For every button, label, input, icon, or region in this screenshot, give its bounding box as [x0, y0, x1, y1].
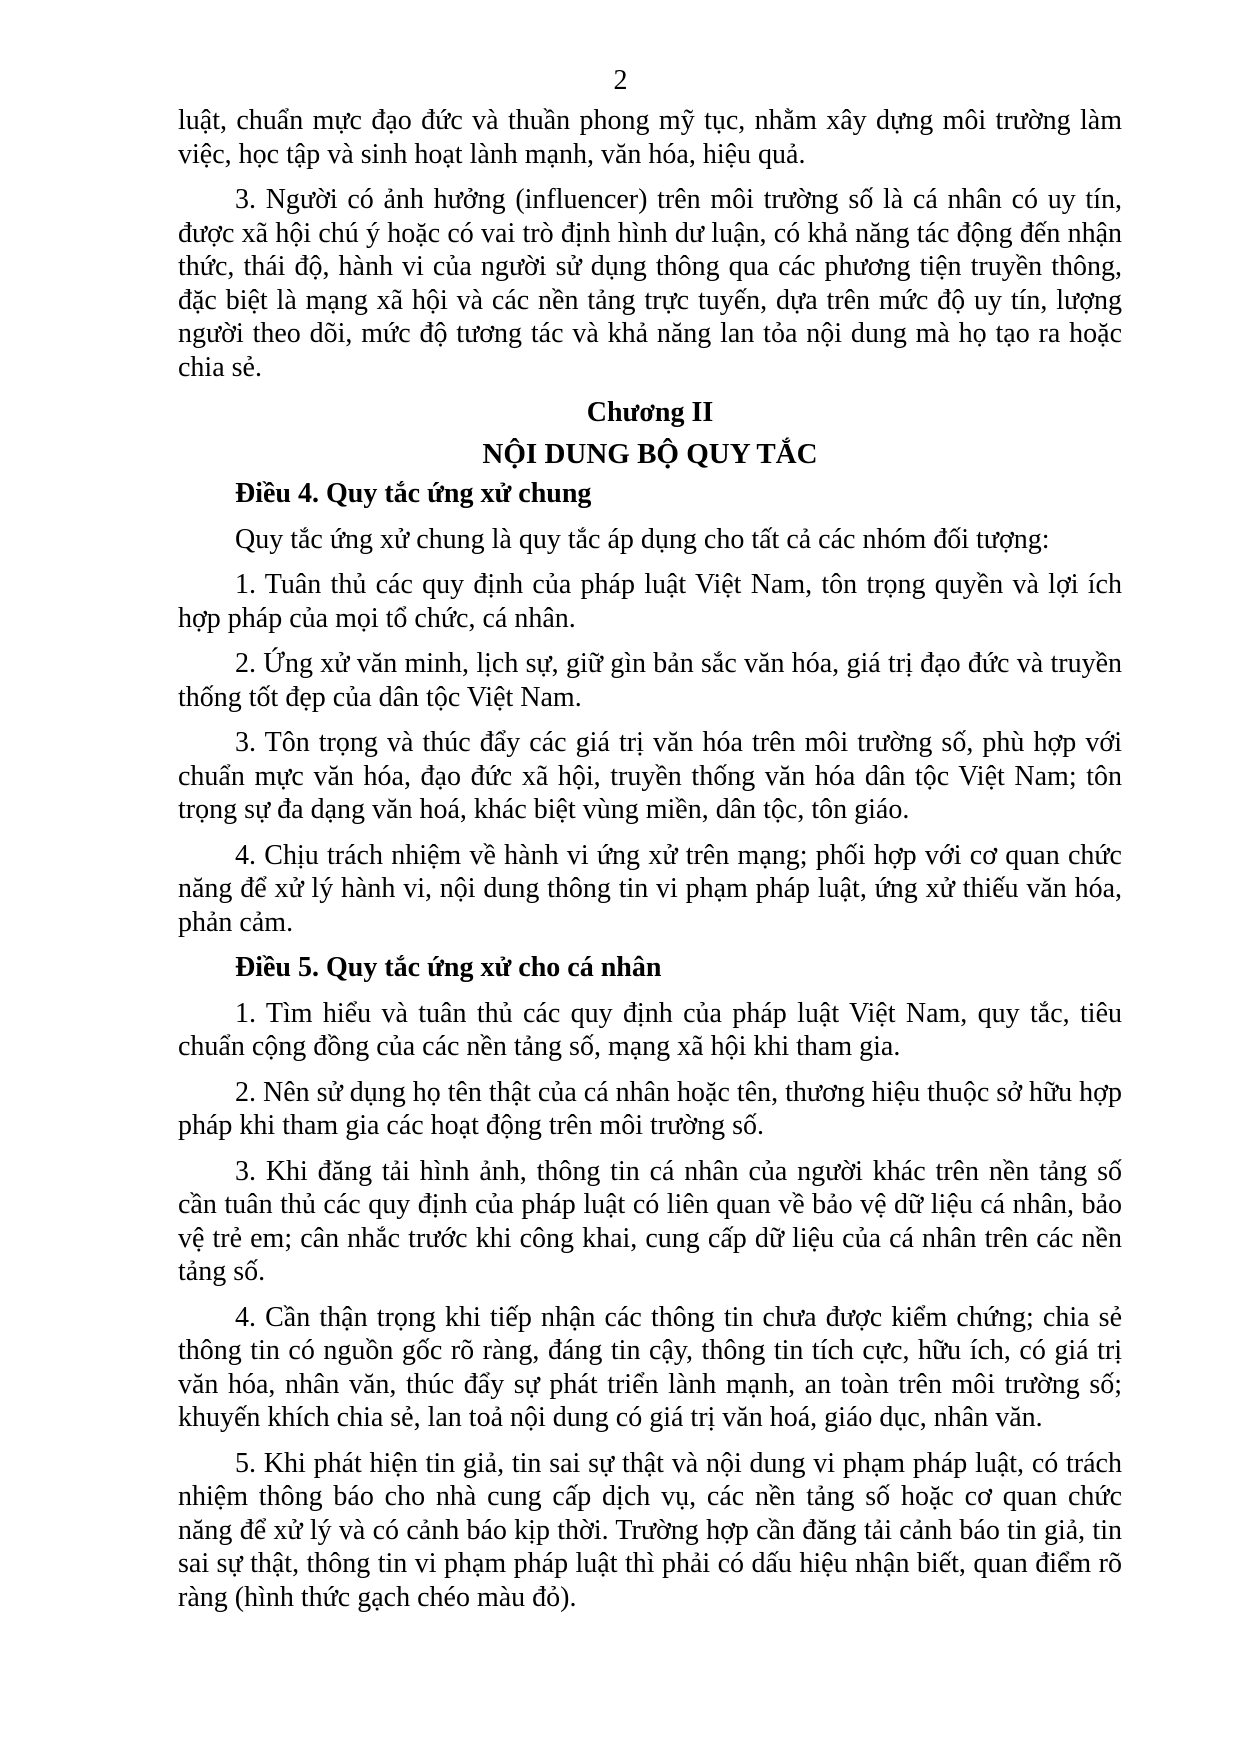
- article-4-intro: Quy tắc ứng xử chung là quy tắc áp dụng cho tất cả các nhóm đối tượng:: [235, 523, 1050, 555]
- article-5-item-3: 3. Khi đăng tải hình ảnh, thông tin cá nhân của người khác trên nền tảng số cần tuân thủ các quy định của pháp luật có liên quan về bảo vệ dữ liệu cá nhân, bảo vệ trẻ em; cân nhắc trước khi công khai, cung cấp dữ liệu của cá nhân trên các nền tảng số.: [178, 1155, 1122, 1287]
- article-4-item-2: 2. Ứng xử văn minh, lịch sự, giữ gìn bản sắc văn hóa, giá trị đạo đức và truyền thống tốt đẹp của dân tộc Việt Nam.: [178, 648, 1122, 713]
- chapter-label: Chương II: [586, 397, 714, 428]
- article-5-item-4: 4. Cần thận trọng khi tiếp nhận các thông tin chưa được kiểm chứng; chia sẻ thông tin có nguồn gốc rõ ràng, đáng tin cậy, thông tin tích cực, hữu ích, có giá trị văn hóa, nhân văn, thúc đẩy sự phát triển lành mạnh, an toàn trên môi trường số; khuyến khích chia sẻ, lan toả nội dung có giá trị văn hoá, giáo dục, nhân văn.: [178, 1301, 1122, 1433]
- article-4-item-1: 1. Tuân thủ các quy định của pháp luật Việt Nam, tôn trọng quyền và lợi ích hợp pháp của mọi tổ chức, cá nhân.: [178, 569, 1122, 634]
- continuation-paragraph: luật, chuẩn mực đạo đức và thuần phong mỹ tục, nhằm xây dựng môi trường làm việc, học tập và sinh hoạt lành mạnh, văn hóa, hiệu quả.: [178, 105, 1122, 170]
- article-5-item-2: 2. Nên sử dụng họ tên thật của cá nhân hoặc tên, thương hiệu thuộc sở hữu hợp pháp khi tham gia các hoạt động trên môi trường số.: [178, 1076, 1122, 1141]
- article-5-heading: Điều 5. Quy tắc ứng xử cho cá nhân: [235, 952, 662, 983]
- article-5-item-5: 5. Khi phát hiện tin giả, tin sai sự thật và nội dung vi phạm pháp luật, có trách nhiệm thông báo cho nhà cung cấp dịch vụ, các nền tảng số hoặc cơ quan chức năng để xử lý và có cảnh báo kịp thời. Trường hợp cần đăng tải cảnh báo tin giả, tin sai sự thật, thông tin vi phạm pháp luật thì phải có dấu hiệu nhận biết, quan điểm rõ ràng (hình thức gạch chéo màu đỏ).: [178, 1447, 1122, 1613]
- chapter-title: NỘI DUNG BỘ QUY TẮC: [482, 437, 818, 470]
- article-4-item-3: 3. Tôn trọng và thúc đẩy các giá trị văn hóa trên môi trường số, phù hợp với chuẩn mực văn hóa, đạo đức xã hội, truyền thống văn hóa dân tộc Việt Nam; tôn trọng sự đa dạng văn hoá, khác biệt vùng miền, dân tộc, tôn giáo.: [178, 727, 1122, 825]
- article-4-heading: Điều 4. Quy tắc ứng xử chung: [235, 478, 592, 509]
- article-5-item-1: 1. Tìm hiểu và tuân thủ các quy định của pháp luật Việt Nam, quy tắc, tiêu chuẩn cộng đồng của các nền tảng số, mạng xã hội khi tham gia.: [178, 997, 1122, 1062]
- definition-3-paragraph: 3. Người có ảnh hưởng (influencer) trên môi trường số là cá nhân có uy tín, được xã hội chú ý hoặc có vai trò định hình dư luận, có khả năng tác động đến nhận thức, thái độ, hành vi của người sử dụng thông qua các phương tiện truyền thông, đặc biệt là mạng xã hội và các nền tảng trực tuyến, dựa trên mức độ uy tín, lượng người theo dõi, mức độ tương tác và khả năng lan tỏa nội dung mà họ tạo ra hoặc chia sẻ.: [178, 184, 1122, 383]
- document-body: [178, 104, 1122, 1626]
- article-4-item-4: 4. Chịu trách nhiệm về hành vi ứng xử trên mạng; phối hợp với cơ quan chức năng để xử lý hành vi, nội dung thông tin vi phạm pháp luật, ứng xử thiếu văn hóa, phản cảm.: [178, 839, 1122, 938]
- page-number: 2: [613, 65, 628, 96]
